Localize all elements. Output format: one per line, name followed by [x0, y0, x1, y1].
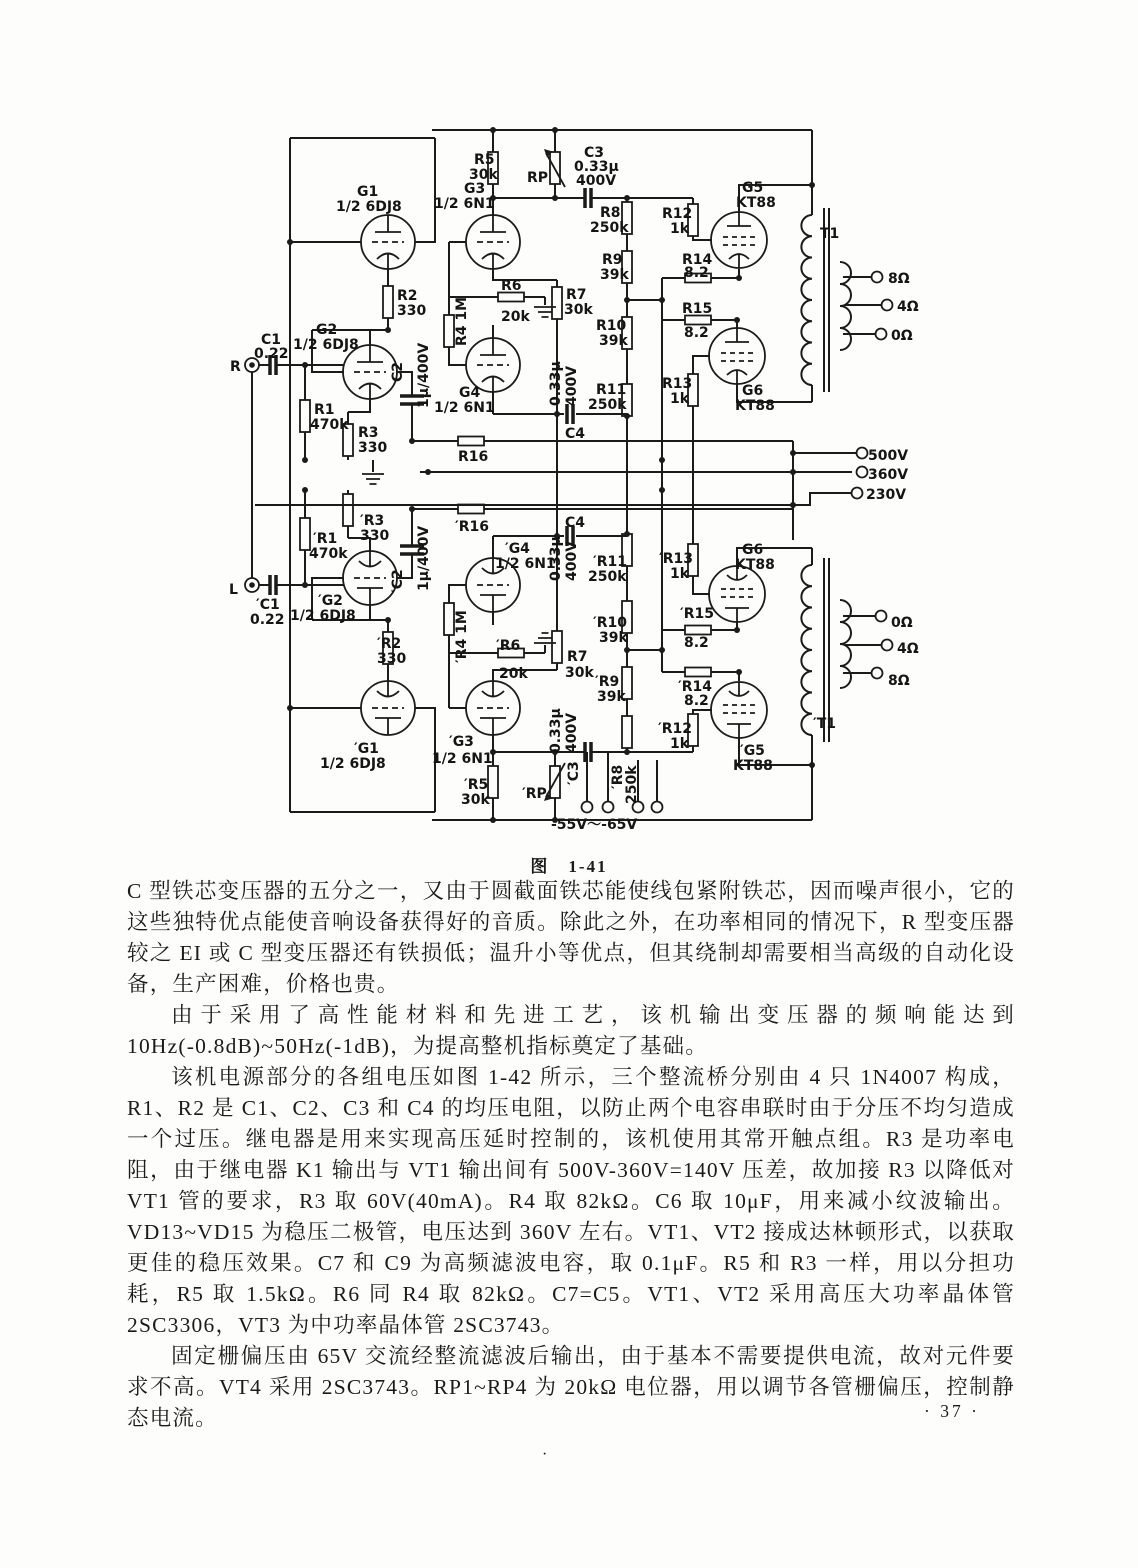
- schematic-label: ′G5: [740, 743, 765, 759]
- schematic-label: 0.33μ: [548, 361, 564, 406]
- schematic-label: 1/2 6N1: [434, 400, 495, 416]
- schematic-label: 1k: [670, 566, 690, 582]
- schematic-label: 30k: [461, 792, 490, 808]
- schematic-label: 400V: [564, 365, 580, 406]
- schematic-label: 4Ω: [897, 641, 919, 657]
- schematic-label: ′R13: [659, 551, 693, 567]
- tube-g1: [361, 215, 415, 269]
- schematic-label: 470k: [309, 546, 348, 562]
- body-paragraph: 由于采用了高性能材料和先进工艺，该机输出变压器的频响能达到 10Hz(-0.8dB)~50Hz(-1dB)，为提高整机指标奠定了基础。: [127, 1003, 1015, 1058]
- schematic-label: ′C3: [566, 761, 582, 785]
- bias-terminal-2: [603, 802, 614, 813]
- resistor-r16: [458, 437, 484, 446]
- schematic-label: 0.22: [250, 612, 285, 628]
- print-speck: ·: [542, 1446, 548, 1463]
- schematic-label: KT88: [735, 557, 775, 573]
- schematic-label: 500V: [868, 448, 909, 464]
- transformer-primary-coil: [801, 215, 812, 385]
- schematic-label: 250k: [624, 765, 640, 804]
- schematic-label: C1: [261, 332, 282, 348]
- schematic-label: C3: [584, 145, 605, 161]
- schematic-label: ′C2: [390, 569, 406, 593]
- schematic-label: ′G1: [354, 741, 379, 757]
- schematic-label: R12: [662, 206, 693, 222]
- schematic-label: 8Ω: [888, 673, 910, 689]
- tube-g4: [466, 338, 520, 392]
- schematic-label: 400V: [564, 712, 580, 753]
- schematic-label: 1/2 6N1: [434, 196, 495, 212]
- schematic-label: G6: [742, 542, 764, 558]
- schematic-label: 330: [358, 440, 388, 456]
- schematic-label: 0Ω: [891, 615, 913, 631]
- schematic-label: G1: [357, 184, 379, 200]
- schematic-label: ′R16: [455, 519, 489, 535]
- tube-g3: [466, 215, 520, 269]
- tube-g6-kt88: [709, 328, 765, 384]
- schematic-label: R13: [662, 376, 693, 392]
- schematic-label: 1μ/400V: [416, 342, 432, 408]
- schematic-label: R8: [600, 205, 621, 221]
- schematic-label: 8.2: [684, 693, 709, 709]
- output-terminal-4ohm: [882, 300, 893, 311]
- schematic-label: 250k: [588, 569, 627, 585]
- resistor-r1: [300, 400, 310, 432]
- schematic-label: ′R5: [464, 777, 489, 793]
- schematic-label: 470k: [310, 417, 349, 433]
- schematic-label: ′R4 1M: [454, 610, 470, 663]
- schematic-label: 1/2 6N1: [432, 751, 493, 767]
- output-terminal-8ohm: [872, 272, 883, 283]
- schematic-label: 250k: [588, 397, 627, 413]
- schematic-label: 1/2 6DJ8: [336, 199, 402, 215]
- schematic-label: C4: [565, 426, 586, 442]
- schematic-label: ′G2: [318, 593, 343, 609]
- schematic-label: R14: [682, 252, 713, 268]
- schematic-label: 250k: [590, 220, 629, 236]
- schematic-label: 0.33μ: [548, 708, 564, 753]
- schematic-label: KT88: [736, 195, 776, 211]
- schematic-label: 1/2 6DJ8: [293, 337, 359, 353]
- schematic-label: G4: [459, 385, 481, 401]
- schematic-label: -55V～-65V: [551, 817, 638, 833]
- terminal-360v: [857, 467, 868, 478]
- schematic-label: 230V: [866, 487, 907, 503]
- schematic-label: KT88: [733, 758, 773, 774]
- schematic-label: R7: [566, 287, 587, 303]
- tube-g2: [343, 345, 397, 399]
- schematic-label: ′R9: [595, 674, 620, 690]
- capacitor-c3: [585, 188, 591, 208]
- schematic-label: 1k: [670, 736, 690, 752]
- schematic-label: 30k: [469, 167, 498, 183]
- schematic-label: 8.2: [684, 325, 709, 341]
- schematic-label: 8.2: [684, 265, 709, 281]
- schematic-label: 1k: [670, 391, 690, 407]
- schematic-label: ′T1: [813, 716, 836, 732]
- schematic-label: 8Ω: [888, 271, 910, 287]
- body-text: [127, 876, 1015, 1434]
- schematic-label: R4 1M: [454, 296, 470, 346]
- schematic-label: 4Ω: [897, 299, 919, 315]
- schematic-label: G2: [316, 322, 338, 338]
- schematic-label: ′RP: [522, 786, 547, 802]
- schematic-label: ′G3: [449, 734, 474, 750]
- schematic-label: 20k: [499, 666, 528, 682]
- schematic-label: 1μ/400V: [416, 525, 432, 591]
- schematic-label: C2: [390, 361, 406, 382]
- schematic-label: C4: [565, 515, 586, 531]
- page-number: · 37 ·: [924, 1401, 980, 1421]
- bias-terminal-1: [582, 802, 593, 813]
- schematic-label: R5: [474, 152, 495, 168]
- schematic-label: 30k: [564, 302, 593, 318]
- schematic-label: 400V: [564, 540, 580, 581]
- schematic-label: 30k: [565, 665, 594, 681]
- schematic-label: 20k: [501, 309, 530, 325]
- schematic-label: 39k: [599, 630, 628, 646]
- schematic-label: 39k: [599, 333, 628, 349]
- terminal-230v: [852, 488, 863, 499]
- schematic-label: R7: [567, 649, 588, 665]
- schematic-label: R15: [682, 301, 713, 317]
- schematic-label: 1/2 6DJ8: [290, 608, 356, 624]
- schematic-label: 1/2 6DJ8: [320, 756, 386, 772]
- terminal-500v: [857, 448, 868, 459]
- body-paragraph: 固定栅偏压由 65V 交流经整流滤波后输出，由于基本不需要提供电流，故对元件要求不高。VT4 采用 2SC3743。RP1~RP4 为 20kΩ 电位器，用以调节各管栅偏压，控制静态电流。: [127, 1344, 1015, 1430]
- schematic-label: 0.22: [254, 346, 289, 362]
- schematic-label: R11: [596, 382, 627, 398]
- body-paragraph: C 型铁芯变压器的五分之一，又由于圆截面铁芯能使线包紧附铁芯，因而噪声很小，它的这些独特优点能使音响设备获得好的音质。除此之外，在功率相同的情况下，R 型变压器较之 EI 或 C 型变压器还有铁损低；温升小等优点，但其绕制却需要相当高级的自动化设备，生产困难，价格也贵。: [127, 879, 1015, 996]
- schematic-label: R: [230, 359, 241, 375]
- schematic-label: G3: [464, 181, 486, 197]
- schematic-label: 39k: [600, 267, 629, 283]
- schematic-label: ′G4: [505, 541, 530, 557]
- schematic-label: ′R2: [377, 636, 402, 652]
- schematic-label: R16: [458, 449, 489, 465]
- bias-terminal-4: [652, 802, 663, 813]
- schematic-label: R9: [602, 252, 623, 268]
- schematic-label: 400V: [576, 173, 617, 189]
- schematic-label: 0.33μ: [574, 159, 619, 175]
- schematic-label: R1: [314, 402, 335, 418]
- schematic-label: 330: [397, 303, 427, 319]
- schematic-label: ′R15: [680, 606, 714, 622]
- schematic-label: ′R3: [360, 513, 385, 529]
- schematic-label: ′R10: [593, 615, 627, 631]
- schematic-label: 330: [360, 528, 390, 544]
- schematic-label: ′R1: [313, 531, 338, 547]
- schematic-label: G6: [742, 383, 764, 399]
- tube-g5-kt88: [711, 212, 767, 268]
- resistor-r2: [383, 286, 393, 318]
- schematic-label: T1: [820, 226, 840, 242]
- schematic-label: 8.2: [684, 635, 709, 651]
- capacitor-c4: [567, 404, 573, 424]
- schematic-label: KT88: [735, 398, 775, 414]
- schematic-label: L: [229, 582, 238, 598]
- schematic-label: G5: [742, 180, 764, 196]
- schematic-label: 1k: [670, 221, 690, 237]
- figure-caption: 图 1-41: [530, 857, 608, 876]
- schematic-label: ′R12: [658, 721, 692, 737]
- schematic-label: 0.33μ: [548, 536, 564, 581]
- resistor-r4: [444, 315, 454, 347]
- resistor-r7: [552, 287, 562, 319]
- schematic-label: ′C1: [256, 597, 280, 613]
- schematic-label: ′R14: [678, 679, 712, 695]
- schematic-label: ′R6: [496, 638, 521, 654]
- schematic-label: R10: [596, 318, 627, 334]
- schematic-label: R3: [358, 425, 379, 441]
- schematic-label: 0Ω: [891, 328, 913, 344]
- schematic-label: RP: [527, 170, 549, 186]
- schematic-label: 1/2 6N1: [495, 556, 556, 572]
- schematic-label: 360V: [868, 467, 909, 483]
- schematic-label: 330: [377, 651, 407, 667]
- schematic-label: ′R8: [610, 764, 626, 789]
- schematic-label: 39k: [597, 689, 626, 705]
- schematic-label: ′R11: [593, 554, 627, 570]
- ground-symbol: [362, 474, 384, 484]
- schematic-label: R6: [501, 278, 522, 294]
- schematic-label: R2: [397, 288, 418, 304]
- body-paragraph: 该机电源部分的各组电压如图 1-42 所示，三个整流桥分别由 4 只 1N4007 构成，R1、R2 是 C1、C2、C3 和 C4 的均压电阻，以防止两个电容串联时由于分压不均匀造成一个过压。继电器是用来实现高压延时控制的，该机使用其常开触点组。R3 是功率电阻，由于继电器 K1 输出与 VT1 输出间有 500V-360V=140V 压差，故加接 R3 以降低对 VT1 管的要求，R3 取 60V(40mA)。R4 取 82kΩ。C6 取 10μF，用来减小纹波输出。VD13~VD15 为稳压二极管，电压达到 360V 左右。VT1、VT2 接成达林顿形式，以获取更佳的稳压效果。C7 和 C9 为高频滤波电容，取 0.1μF。R5 和 R3 一样，用以分担功耗，R5 取 1.5kΩ。R6 同 R4 取 82kΩ。C7=C5。VT1、VT2 采用高压大功率晶体管 2SC3306，VT3 为中功率晶体管 2SC3743。: [127, 1065, 1015, 1337]
- output-terminal-0ohm: [876, 329, 887, 340]
